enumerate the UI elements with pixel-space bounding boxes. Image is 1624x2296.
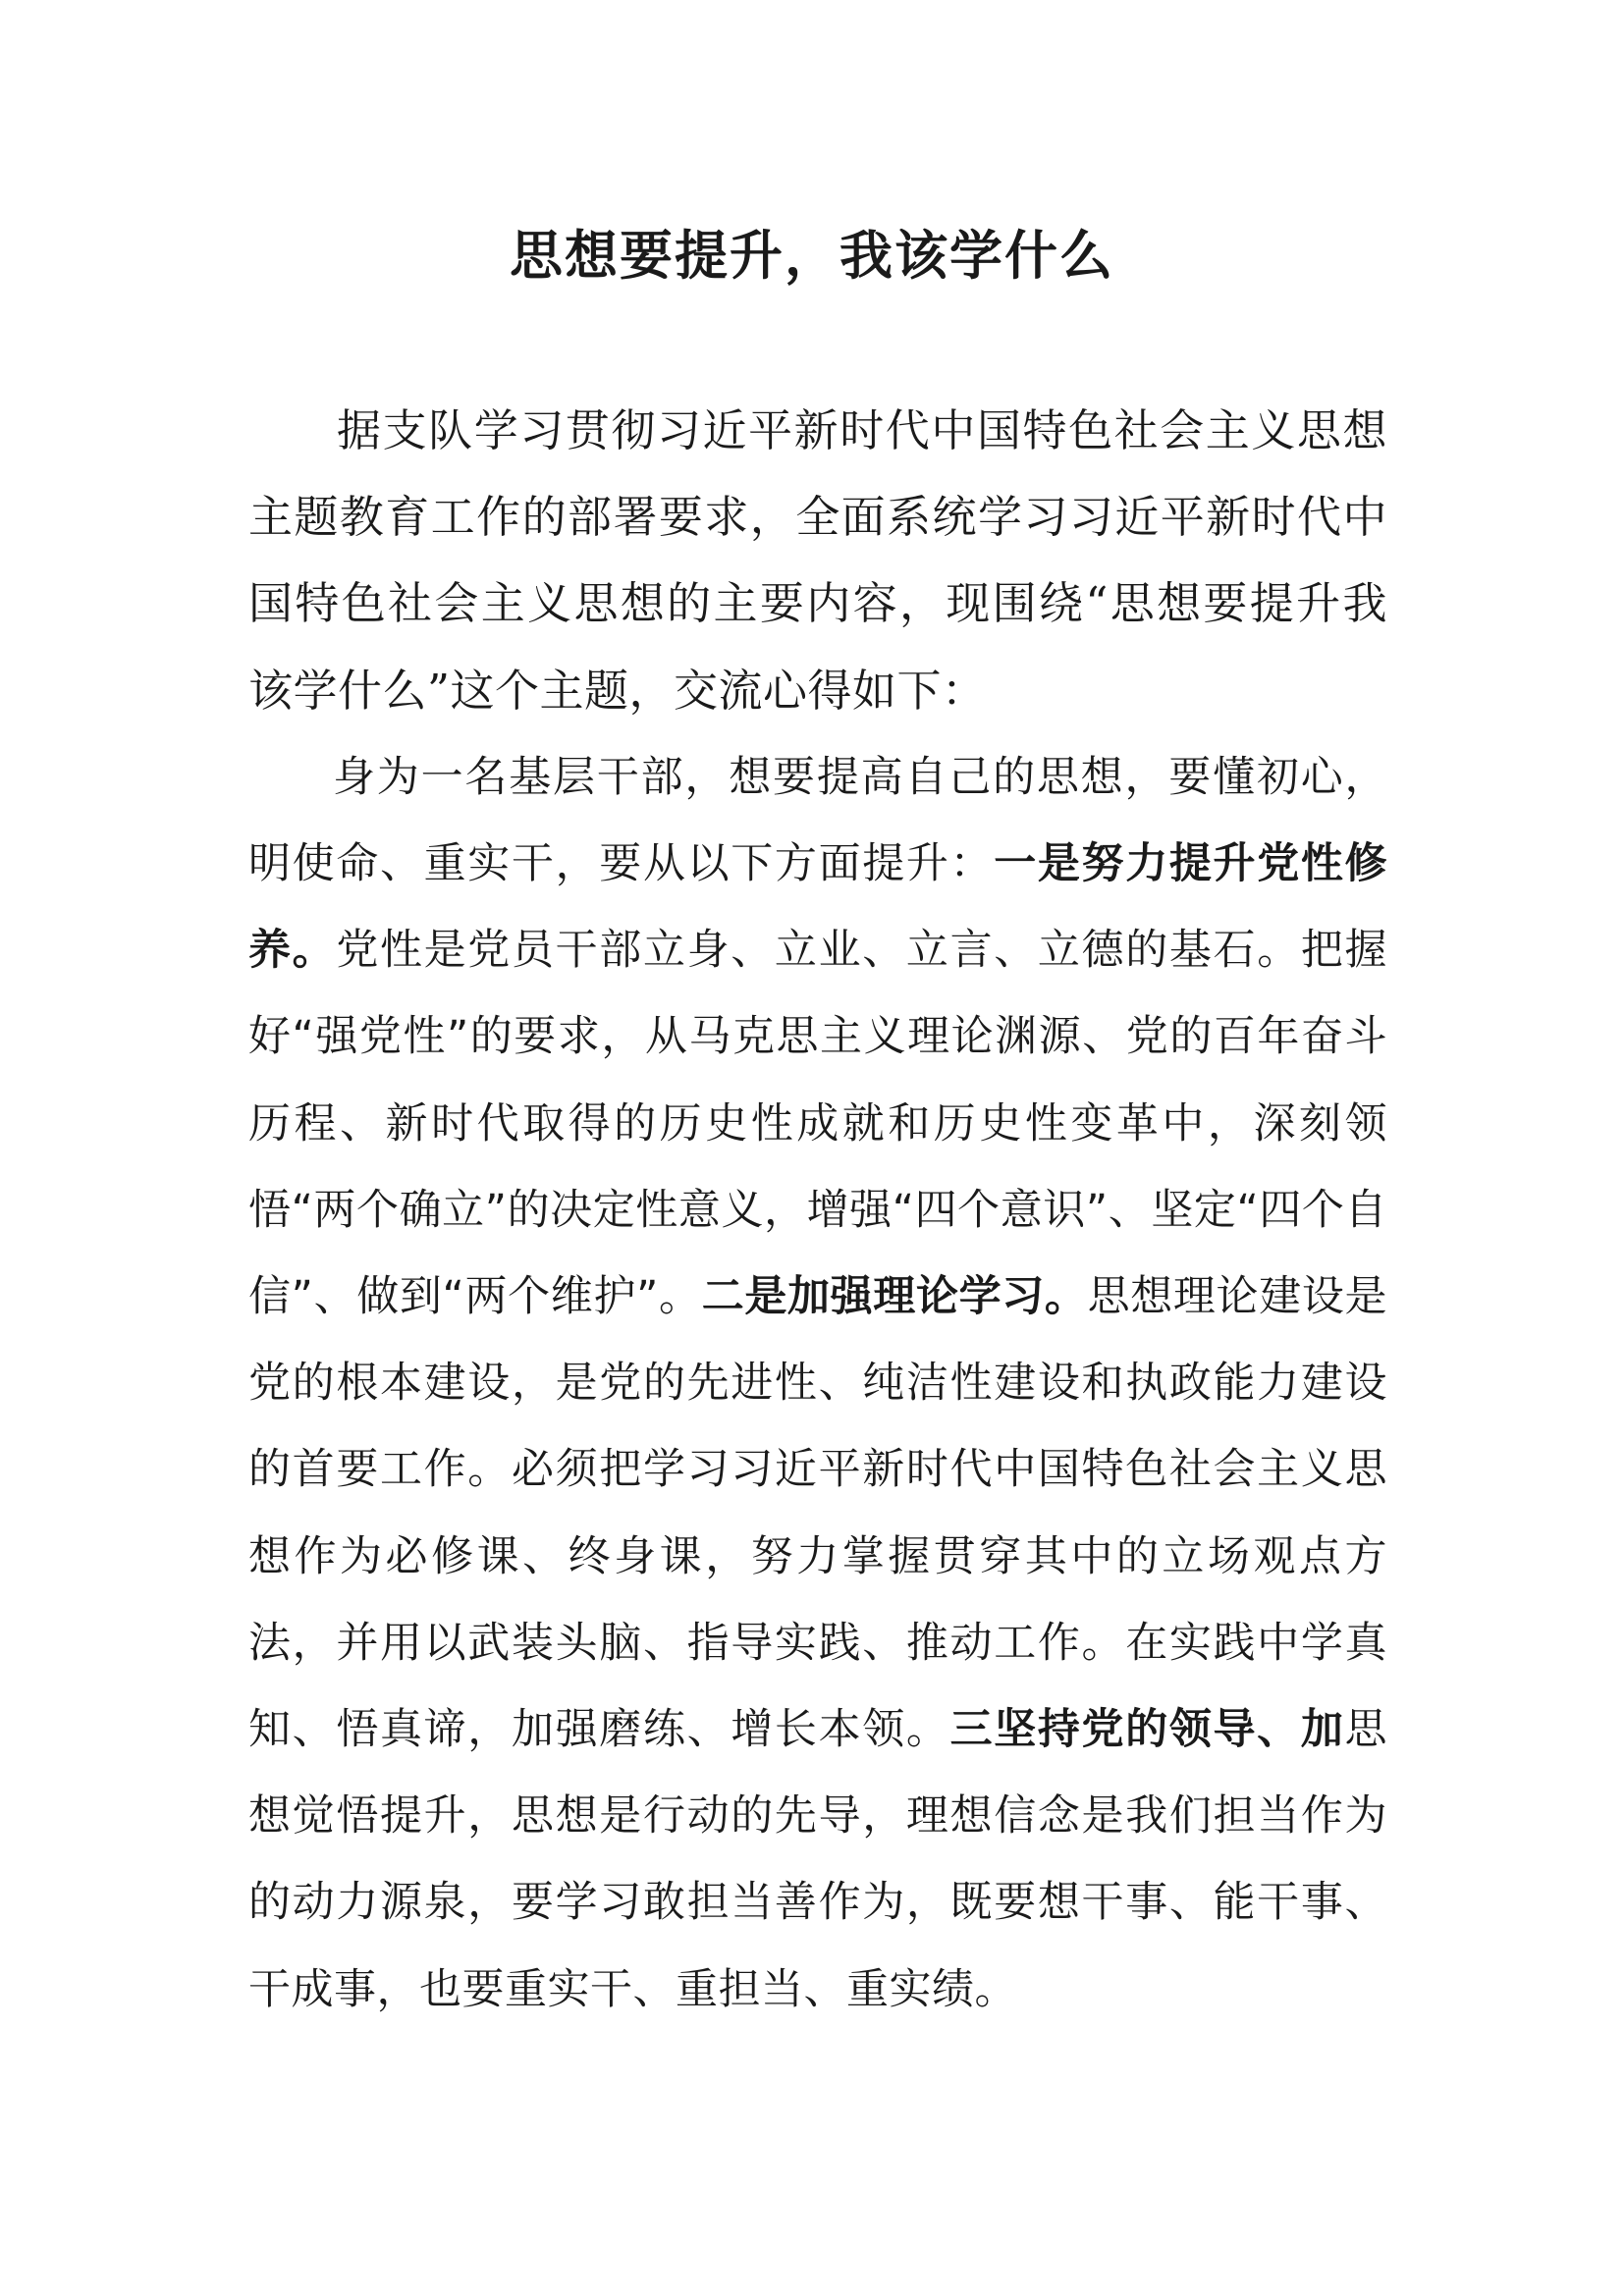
document-body: [248, 388, 1387, 2033]
point-one-text: 党性是党员干部立身、立业、立言、立德的基石。把握好“强党性”的要求，从马克思主义理论渊源、党的百年奋斗历程、新时代取得的历史性成就和历史性变革中，深刻领悟“两个确立”的决定性意义，增强“四个意识”、坚定“四个自信”、做到“两个维护”。: [248, 926, 1388, 1322]
point-two-heading: 二是加强理论学习。: [701, 1272, 1088, 1322]
point-one-heading: 一是努力提升党性修养。: [248, 839, 1388, 976]
point-two-text: 思想理论建设是党的根本建设，是党的先进性、纯洁性建设和执政能力建设的首要工作。必须把学习习近平新时代中国特色社会主义思想作为必修课、终身课，努力掌握贯穿其中的立场观点方法，并用以武装头脑、指导实践、推动工作。在实践中学真知、悟真谛，加强磨练、增长本领。: [248, 1272, 1388, 1755]
point-three-heading: 三坚持党的领导、加: [949, 1705, 1345, 1755]
document-title: 思想要提升，我该学什么: [510, 224, 1114, 287]
intro-text: 据支队学习贯彻习近平新时代中国特色社会主义思想主题教育工作的部署要求，全面系统学习习近平新时代中国特色社会主义思想的主要内容，现围绕“思想要提升我该学什么”这个主题，交流心得如下：: [248, 404, 1387, 717]
main-text-opening: 身为一名基层干部，想要提高自己的思想，要懂初心，明使命、重实干，要从以下方面提升：: [248, 752, 1387, 889]
intro-paragraph: [248, 388, 1387, 734]
main-paragraph: [248, 734, 1387, 2033]
point-three-text: 思想觉悟提升，思想是行动的先导，理想信念是我们担当作为的动力源泉，要学习敢担当善作为，既要想干事、能干事、干成事，也要重实干、重担当、重实绩。: [248, 1705, 1388, 2014]
